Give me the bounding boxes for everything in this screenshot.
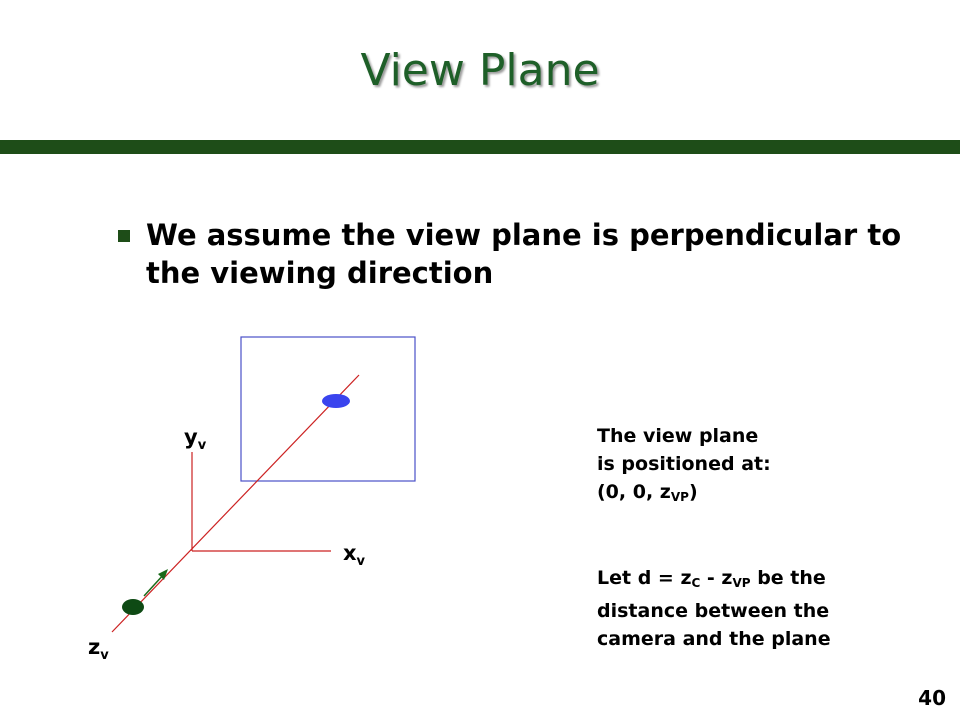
- view-plane-rect: [241, 337, 415, 481]
- camera-icon: [122, 599, 144, 615]
- plane-position-line2: is positioned at:: [597, 453, 771, 475]
- plane-position-line1: The view plane: [597, 425, 759, 447]
- plane-position-note: [597, 422, 771, 511]
- plane-point-icon: [322, 394, 350, 408]
- slide-title: View Plane: [360, 45, 600, 96]
- y-axis-label: $y_v$: [184, 425, 207, 453]
- distance-line1: Let $d = z_C - z_{VP}$ be the: [597, 567, 826, 590]
- distance-note: [597, 564, 831, 653]
- x-axis-label: $x_v$: [343, 541, 366, 569]
- distance-line2: distance between the: [597, 600, 830, 622]
- bullet-text: We assume the view plane is perpendicular to the viewing direction: [146, 218, 902, 290]
- z-axis-label: $z_v$: [88, 635, 109, 663]
- z-axis-line: [112, 375, 359, 632]
- plane-position-line3: (0, 0, $z_{VP}$): [597, 481, 698, 504]
- page-number: 40: [918, 686, 946, 710]
- distance-line3: camera and the plane: [597, 628, 831, 650]
